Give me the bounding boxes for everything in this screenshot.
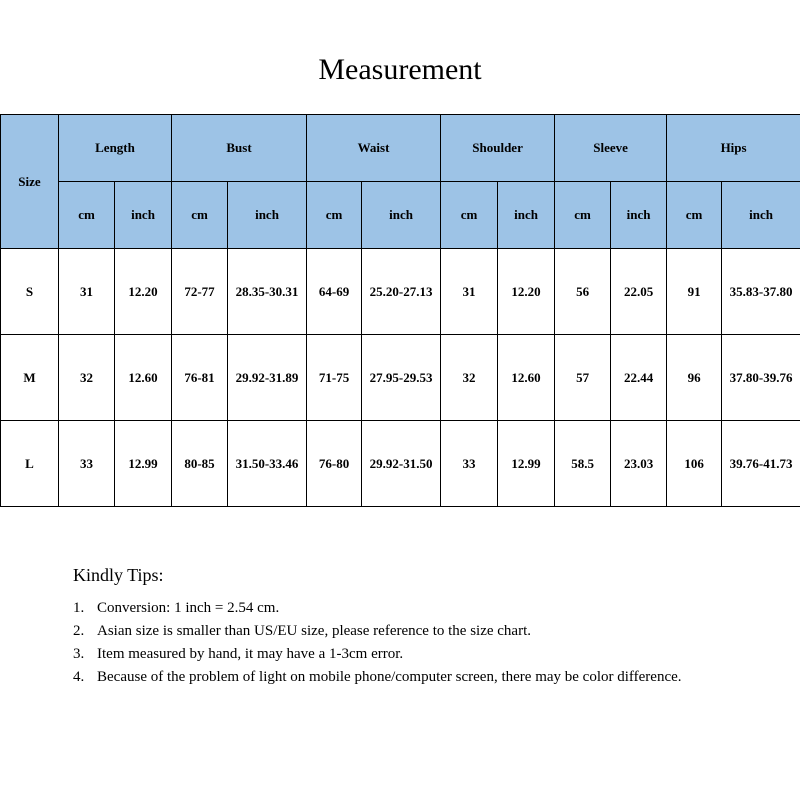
tip-number: 1. xyxy=(73,600,85,616)
table-cell: 37.80-39.76 xyxy=(722,335,800,421)
table-cell: 12.99 xyxy=(115,421,172,507)
table-cell: 33 xyxy=(59,421,115,507)
table-cell: 12.60 xyxy=(498,335,555,421)
table-cell: 25.20-27.13 xyxy=(362,249,441,335)
tip-item xyxy=(73,643,713,666)
group-header-shoulder: Shoulder xyxy=(441,115,555,182)
table-cell: 57 xyxy=(555,335,611,421)
table-cell: 29.92-31.50 xyxy=(362,421,441,507)
table-cell: 32 xyxy=(441,335,498,421)
table-cell: 28.35-30.31 xyxy=(228,249,307,335)
header-row-units xyxy=(1,182,800,249)
table-cell: 29.92-31.89 xyxy=(228,335,307,421)
table-cell: 31 xyxy=(59,249,115,335)
table-cell: 32 xyxy=(59,335,115,421)
page-title: Measurement xyxy=(318,53,482,86)
table-row-size-l xyxy=(1,421,800,507)
table-cell: 76-81 xyxy=(172,335,228,421)
unit-header-cm: cm xyxy=(172,182,228,249)
table-cell: 12.20 xyxy=(115,249,172,335)
table-cell: 76-80 xyxy=(307,421,362,507)
unit-header-inch: inch xyxy=(115,182,172,249)
table-cell: 35.83-37.80 xyxy=(722,249,800,335)
group-header-length: Length xyxy=(59,115,172,182)
tips-list xyxy=(73,597,713,689)
table-cell: 91 xyxy=(667,249,722,335)
tip-item xyxy=(73,597,713,620)
header-row-groups xyxy=(1,115,800,182)
table-cell: 39.76-41.73 xyxy=(722,421,800,507)
unit-header-inch: inch xyxy=(498,182,555,249)
unit-header-cm: cm xyxy=(555,182,611,249)
tip-number: 4. xyxy=(73,669,85,685)
tip-item xyxy=(73,620,713,643)
unit-header-cm: cm xyxy=(307,182,362,249)
tip-text: Because of the problem of light on mobile phone/computer screen, there may be color difference. xyxy=(97,669,682,685)
size-label: M xyxy=(1,335,59,421)
group-header-waist: Waist xyxy=(307,115,441,182)
table-row-size-m xyxy=(1,335,800,421)
table-cell: 27.95-29.53 xyxy=(362,335,441,421)
tip-text: Item measured by hand, it may have a 1-3cm error. xyxy=(97,646,404,662)
table-cell: 12.60 xyxy=(115,335,172,421)
group-header-bust: Bust xyxy=(172,115,307,182)
unit-header-inch: inch xyxy=(228,182,307,249)
table-row-size-s xyxy=(1,249,800,335)
size-label: S xyxy=(1,249,59,335)
tip-item xyxy=(73,666,713,689)
table-cell: 58.5 xyxy=(555,421,611,507)
table-cell: 106 xyxy=(667,421,722,507)
table-cell: 12.99 xyxy=(498,421,555,507)
group-header-sleeve: Sleeve xyxy=(555,115,667,182)
tip-number: 2. xyxy=(73,623,85,639)
table-cell: 33 xyxy=(441,421,498,507)
table-cell: 23.03 xyxy=(611,421,667,507)
table-cell: 22.05 xyxy=(611,249,667,335)
tip-text: Asian size is smaller than US/EU size, please reference to the size chart. xyxy=(97,623,531,639)
table-cell: 80-85 xyxy=(172,421,228,507)
unit-header-inch: inch xyxy=(362,182,441,249)
size-column-header: Size xyxy=(1,115,59,249)
tip-number: 3. xyxy=(73,646,85,662)
unit-header-cm: cm xyxy=(667,182,722,249)
unit-header-inch: inch xyxy=(722,182,800,249)
table-cell: 22.44 xyxy=(611,335,667,421)
tip-text: Conversion: 1 inch = 2.54 cm. xyxy=(97,600,280,616)
table-cell: 12.20 xyxy=(498,249,555,335)
table-cell: 72-77 xyxy=(172,249,228,335)
table-cell: 64-69 xyxy=(307,249,362,335)
size-label: L xyxy=(1,421,59,507)
table-cell: 31.50-33.46 xyxy=(228,421,307,507)
unit-header-cm: cm xyxy=(441,182,498,249)
table-cell: 71-75 xyxy=(307,335,362,421)
table-cell: 31 xyxy=(441,249,498,335)
unit-header-inch: inch xyxy=(611,182,667,249)
unit-header-cm: cm xyxy=(59,182,115,249)
table-cell: 96 xyxy=(667,335,722,421)
tips-title: Kindly Tips: xyxy=(73,565,164,585)
table-cell: 56 xyxy=(555,249,611,335)
size-chart-table xyxy=(0,114,800,507)
kindly-tips-section xyxy=(73,563,713,689)
group-header-hips: Hips xyxy=(667,115,800,182)
